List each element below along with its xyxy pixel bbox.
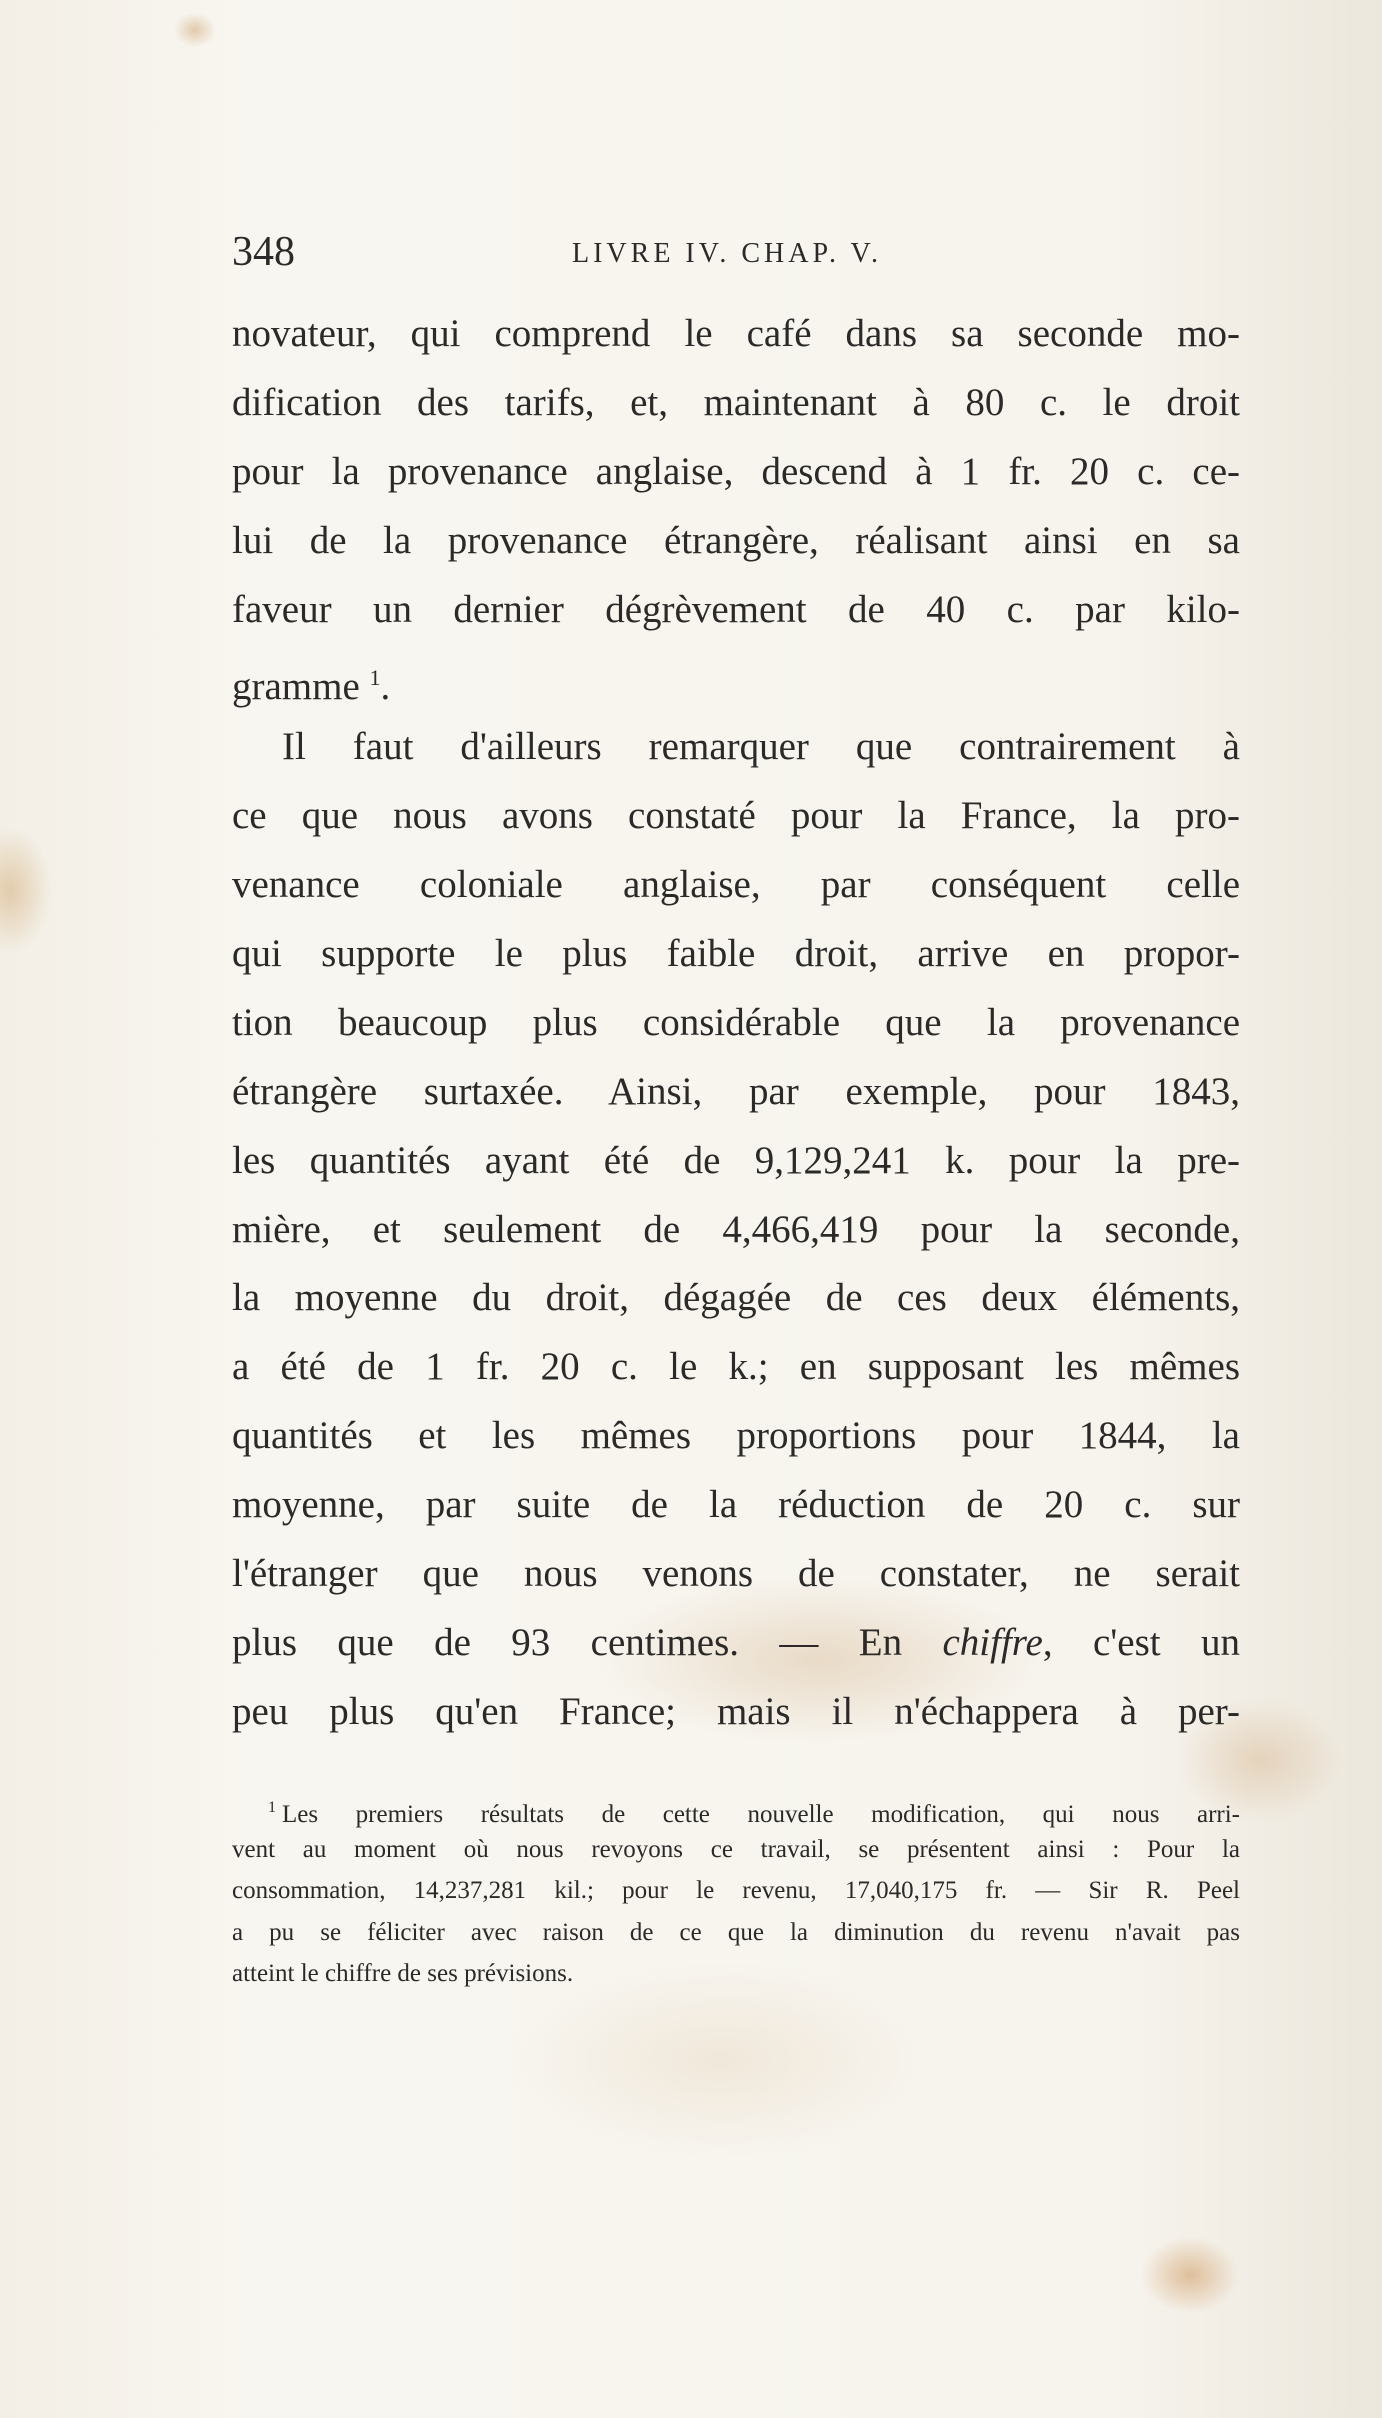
text-line: moyenne, par suite de la réduction de 20 c. sur	[232, 1483, 1240, 1527]
text-line: novateur, qui comprend le café dans sa seconde mo-	[232, 312, 1240, 355]
footnote-reference: 1	[369, 665, 381, 691]
text-line: les quantités ayant été de 9,129,241 k. pour la pre-	[232, 1138, 1240, 1182]
text-line: la moyenne du droit, dégagée de ces deux éléments,	[232, 1276, 1240, 1320]
text-line: faveur un dernier dégrèvement de 40 c. par kilo-	[232, 587, 1240, 631]
page-header	[232, 222, 1240, 282]
footnote-line	[232, 1787, 1240, 1829]
footnote-line: atteint le chiffre de ses prévisions.	[232, 1960, 574, 1988]
italic-word: chiffre	[942, 1620, 1043, 1664]
text-fragment: plus que de 93 centimes. — En	[232, 1620, 943, 1664]
text-line: gramme $^1$.	[232, 665, 391, 709]
footnote-line: consommation, 14,237,281 kil.; pour le revenu, 17,040,175 fr. — Sir R. Peel	[232, 1877, 1240, 1905]
text-line: pour la provenance anglaise, descend à 1 fr. 20 c. ce-	[232, 449, 1240, 493]
text-line: lui de la provenance étrangère, réalisant ainsi en sa	[232, 518, 1240, 562]
text-line: mière, et seulement de 4,466,419 pour la seconde,	[232, 1207, 1240, 1251]
text-line: étrangère surtaxée. Ainsi, par exemple, pour 1843,	[232, 1069, 1240, 1113]
text-line: peu plus qu'en France; mais il n'échappera à per-	[232, 1689, 1240, 1733]
running-head: LIVRE IV. CHAP. V.	[572, 238, 883, 269]
text-line: a été de 1 fr. 20 c. le k.; en supposant les mêmes	[232, 1345, 1240, 1389]
text-fragment: gramme	[232, 665, 360, 709]
footnote-marker: 1	[268, 1799, 276, 1816]
body-text	[232, 300, 1240, 1747]
text-line: quantités et les mêmes proportions pour 1844, la	[232, 1414, 1240, 1458]
text-fragment: , c'est un	[1042, 1620, 1240, 1664]
text-line: Il faut d'ailleurs remarquer que contrairement à	[282, 725, 1240, 769]
footnote-line: a pu se féliciter avec raison de ce que la diminution du revenu n'avait pas	[232, 1918, 1240, 1946]
footnote	[232, 1787, 1240, 1995]
text-line: dification des tarifs, et, maintenant à 80 c. le droit	[232, 380, 1240, 424]
text-line: ce que nous avons constaté pour la France, la pro-	[232, 794, 1240, 838]
footnote-text: Les premiers résultats de cette nouvelle modification, qui nous arri-	[282, 1801, 1240, 1828]
page-number: 348	[232, 229, 295, 275]
text-line: l'étranger que nous venons de constater, ne serait	[232, 1552, 1240, 1596]
text-line: tion beaucoup plus considérable que la provenance	[232, 1000, 1240, 1044]
footnote-line: vent au moment où nous revoyons ce travail, se présentent ainsi : Pour la	[232, 1835, 1240, 1863]
text-line: venance coloniale anglaise, par conséquent celle	[232, 863, 1240, 907]
text-line	[232, 1609, 1240, 1678]
text-line: qui supporte le plus faible droit, arrive en propor-	[232, 932, 1240, 976]
